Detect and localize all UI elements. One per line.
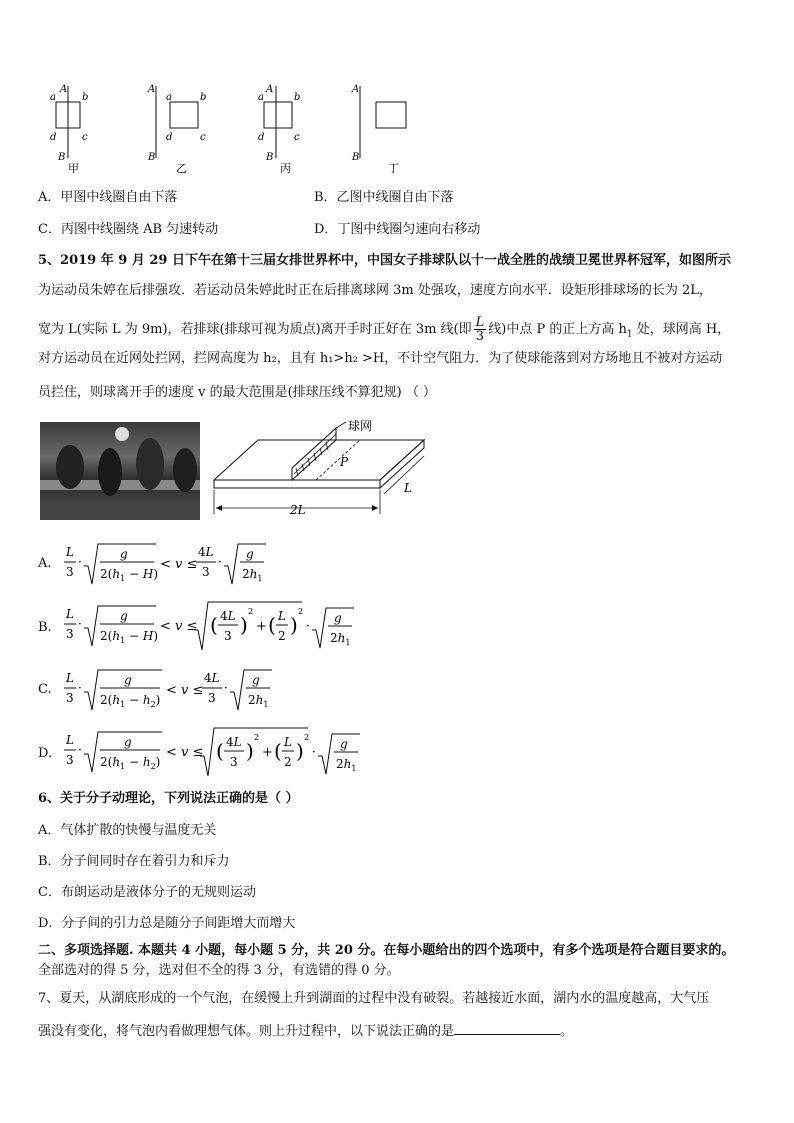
q5-option-b-label: B. xyxy=(38,620,52,635)
svg-text:L: L xyxy=(66,733,74,747)
svg-text:L: L xyxy=(284,735,292,749)
label-a: a xyxy=(258,92,264,103)
svg-text:2h1: $2h_1$ xyxy=(248,693,269,709)
label-B: B xyxy=(266,152,274,163)
q5-line-1: 5、2019 年 9 月 29 日下午在第十三届女排世界杯中，中国女子排球队以十一战全胜的战绩卫冕世界杯冠军，如图所示 xyxy=(38,253,731,268)
svg-text:2h1: $2h_1$ xyxy=(242,567,263,583)
length-label: 2L xyxy=(290,503,306,517)
net-label: 球网 xyxy=(348,419,373,433)
svg-text:3: 3 xyxy=(230,755,238,769)
figure-ding xyxy=(351,84,406,175)
svg-text:< v ≤: < v ≤ xyxy=(160,557,198,572)
label-A: A xyxy=(266,84,274,95)
q4-option-a: A．甲图中线圈自由下落 xyxy=(38,190,178,205)
svg-text:L: L xyxy=(66,607,74,621)
figure-yi xyxy=(147,84,206,175)
svg-text:+: + xyxy=(262,745,273,760)
section-2-heading-line-2: 全部选对的得 5 分，选对但不全的得 3 分，有选错的得 0 分。 xyxy=(38,963,400,978)
section-2-heading-line-1: 二、多项选择题. 本题共 4 小题，每小题 5 分，共 20 分。在每小题给出的四个选项中，有多个选项是符合题目要求的。 xyxy=(38,943,735,958)
fraction-l-over-3: $\frac{L}{3}$ xyxy=(475,315,485,344)
svg-text:g: g xyxy=(120,547,128,561)
q5-option-c-formula xyxy=(62,666,302,714)
svg-text:2: 2 xyxy=(304,733,310,742)
q4-option-b: B．乙图中线圈自由下落 xyxy=(314,190,454,205)
q5-option-a-label: A. xyxy=(38,556,52,571)
q5-option-d-label: D. xyxy=(38,746,53,761)
svg-text:·: · xyxy=(224,681,228,695)
svg-text:(: ( xyxy=(210,613,218,637)
svg-text:2(h1 − h2): $2(h_1 - h_2)$ xyxy=(100,693,161,709)
q7-line-2 xyxy=(38,1022,573,1041)
volleyball-photo xyxy=(40,422,200,520)
svg-text:): ) xyxy=(296,739,304,763)
svg-text:3: 3 xyxy=(66,627,74,641)
label-d: d xyxy=(258,132,265,143)
q5-line-2: 为运动员朱婷在后排强攻．若运动员朱婷此时正在后排离球网 3m 处强攻，速度方向水平．设矩形排球场的长为 2L， xyxy=(38,283,712,298)
svg-text:·: · xyxy=(306,619,310,633)
svg-text:3: 3 xyxy=(224,629,232,643)
q6-option-b: B．分子间同时存在着引力和斥力 xyxy=(38,854,230,869)
label-b: b xyxy=(294,92,301,103)
q5-option-b-formula xyxy=(62,600,362,654)
svg-text:·: · xyxy=(78,555,82,569)
svg-text:): ) xyxy=(240,613,248,637)
label-B: B xyxy=(58,152,66,163)
q7-line-1: 7、夏天，从湖底形成的一个气泡，在缓慢上升到湖面的过程中没有破裂。若越接近水面，湖内水的温度越高，大气压 xyxy=(38,991,710,1006)
court-diagram xyxy=(208,418,438,522)
label-A: A xyxy=(148,84,156,95)
q4-option-d: D．丁图中线圈匀速向右移动 xyxy=(314,222,481,237)
label-c: c xyxy=(200,132,206,143)
q5-line-3a: 宽为 L(实际 L 为 9m)，若排球(排球可视为质点)离开手时正好在 3m 线(即 xyxy=(38,322,472,337)
svg-text:g: g xyxy=(124,673,132,687)
q4-option-c: C．丙图中线圈绕 AB 匀速转动 xyxy=(38,222,219,237)
q5-line-5: 员拦住，则球离开手的速度 v 的最大范围是(排球压线不算犯规) （ ） xyxy=(38,385,437,400)
svg-text:L: L xyxy=(66,545,74,559)
q5-option-c-label: C. xyxy=(38,682,52,697)
label-A: A xyxy=(60,84,68,95)
svg-text:2: 2 xyxy=(298,607,304,616)
label-a: a xyxy=(166,92,172,103)
caption-jia: 甲 xyxy=(68,162,79,175)
width-label: L xyxy=(404,481,412,495)
q5-option-d-formula xyxy=(62,726,372,780)
label-B: B xyxy=(352,152,360,163)
svg-text:3: 3 xyxy=(208,691,216,705)
svg-text:4L: 4L xyxy=(204,671,220,685)
svg-text:·: · xyxy=(218,555,222,569)
svg-text:4L: 4L xyxy=(226,735,242,749)
label-c: c xyxy=(294,132,300,143)
svg-text:·: · xyxy=(78,617,82,631)
q7-line-2-text: 强没有变化，将气泡内看做理想气体。则上升过程中，以下说法正确的是 xyxy=(38,1024,455,1039)
svg-text:< v ≤: < v ≤ xyxy=(166,683,204,698)
label-A: A xyxy=(352,84,360,95)
label-d: d xyxy=(166,132,173,143)
svg-text:L: L xyxy=(278,609,286,623)
svg-text:3: 3 xyxy=(66,753,74,767)
svg-text:4L: 4L xyxy=(220,609,236,623)
svg-text:2: 2 xyxy=(284,755,292,769)
svg-text:4L: 4L xyxy=(198,545,214,559)
svg-text:2(h1 − H): $2(h_1 - H)$ xyxy=(100,567,158,583)
svg-text:2h1: $2h_1$ xyxy=(330,631,351,647)
q6-stem: 6、关于分子动理论，下列说法正确的是（ ） xyxy=(38,791,299,806)
point-p-label: P xyxy=(340,455,349,469)
svg-text:(: ( xyxy=(274,739,282,763)
svg-text:g: g xyxy=(246,547,254,561)
svg-text:(: ( xyxy=(216,739,224,763)
q6-option-c: C．布朗运动是液体分子的无规则运动 xyxy=(38,885,256,900)
svg-text:2(h1 − h2): $2(h_1 - h_2)$ xyxy=(100,755,161,771)
svg-text:g: g xyxy=(340,737,348,751)
svg-text:2(h1 − H): $2(h_1 - H)$ xyxy=(100,629,158,645)
svg-text:< v ≤: < v ≤ xyxy=(166,745,204,760)
svg-text:g: g xyxy=(124,735,132,749)
label-B: B xyxy=(148,152,156,163)
q7-line-2-end: 。 xyxy=(560,1024,574,1039)
svg-text:·: · xyxy=(78,681,82,695)
svg-text:3: 3 xyxy=(202,565,210,579)
q5-line-3b: 线)中点 P 的正上方高 h xyxy=(488,322,627,337)
label-b: b xyxy=(82,92,89,103)
caption-bing: 丙 xyxy=(280,162,291,175)
q5-option-a-formula xyxy=(62,540,292,588)
svg-text:L: L xyxy=(66,671,74,685)
svg-text:): ) xyxy=(290,613,298,637)
svg-text:): ) xyxy=(246,739,254,763)
figure-jia xyxy=(50,84,88,175)
svg-text:g: g xyxy=(252,673,260,687)
q5-line-3: 宽为 L(实际 L 为 9m)，若排球(排球可视为质点)离开手时正好在 3m 线(即 $\frac{L}{3}$ 线)中点 P 的正上方高 $h_1$ 处，球网高 H， xyxy=(38,315,731,344)
answer-blank[interactable] xyxy=(454,1022,560,1035)
svg-text:< v ≤: < v ≤ xyxy=(160,619,198,634)
q6-option-a: A．气体扩散的快慢与温度无关 xyxy=(38,823,217,838)
photo-silhouettes xyxy=(40,422,200,520)
svg-text:2: 2 xyxy=(254,733,260,742)
svg-text:g: g xyxy=(120,609,128,623)
caption-yi: 乙 xyxy=(176,162,187,175)
q5-line-4: 对方运动员在近网处拦网，拦网高度为 h₂，且有 h₁>h₂ >H，不计空气阻力．为了使球能落到对方场地且不被对方运动 xyxy=(38,351,723,366)
svg-text:2: 2 xyxy=(278,629,286,643)
svg-text:3: 3 xyxy=(66,691,74,705)
q5-line-3c: 处，球网高 H， xyxy=(632,322,731,337)
label-b: b xyxy=(200,92,207,103)
svg-text:·: · xyxy=(312,745,316,759)
label-c: c xyxy=(82,132,88,143)
label-d: d xyxy=(50,132,57,143)
coil-figures xyxy=(40,80,440,180)
svg-text:(: ( xyxy=(268,613,276,637)
svg-text:g: g xyxy=(334,611,342,625)
svg-text:+: + xyxy=(256,619,267,634)
q6-option-d: D．分子间的引力总是随分子间距增大而增大 xyxy=(38,916,296,931)
caption-ding: 丁 xyxy=(388,162,399,175)
svg-text:·: · xyxy=(78,743,82,757)
svg-text:3: 3 xyxy=(66,565,74,579)
figure-bing xyxy=(258,84,300,175)
svg-text:2: 2 xyxy=(248,607,254,616)
label-a: a xyxy=(50,92,56,103)
svg-text:2h1: $2h_1$ xyxy=(336,757,357,773)
